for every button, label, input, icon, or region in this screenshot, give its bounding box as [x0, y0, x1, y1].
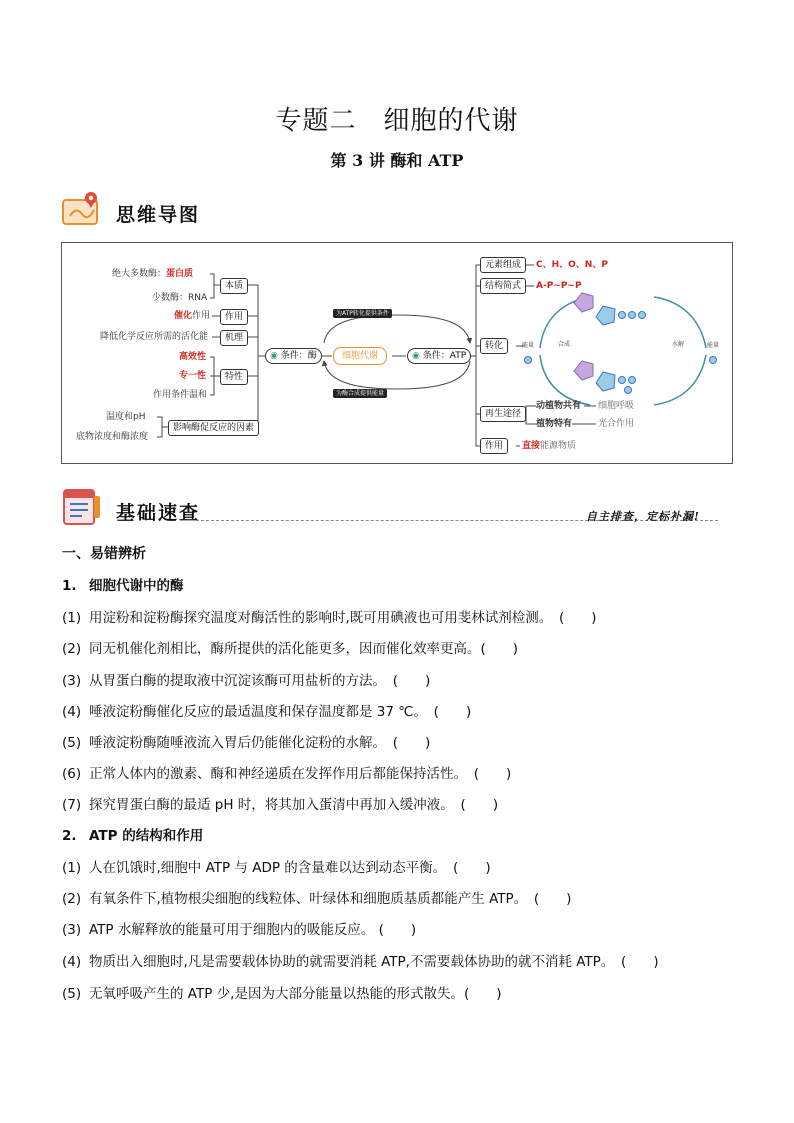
item-number: (3): [62, 673, 82, 689]
mm-node-atp-condition: [407, 348, 471, 364]
question-item: [62, 703, 471, 721]
mm-cuihua-word: 催化: [174, 311, 193, 321]
item-text: 人在饥饿时,细胞中 ATP 与 ADP 的含量难以达到动态平衡。 ( ): [89, 860, 491, 876]
item-text: 同无机催化剂相比，酶所提供的活化能更多，因而催化效率更高。( ): [89, 641, 519, 657]
notebook-icon: [60, 486, 104, 528]
item-text: 唾液淀粉酶催化反应的最适温度和保存温度都是 37 ℃。 ( ): [89, 704, 472, 720]
item-text: 探究胃蛋白酶的最适 pH 时，将其加入蛋清中再加入缓冲液。 ( ): [89, 797, 499, 813]
mm-most-label: 绝大多数酶：: [112, 269, 167, 279]
mm-temp-ph: 温度和pH: [106, 412, 146, 422]
question-item: [62, 796, 498, 814]
mm-node-zhuanhua: 转化: [480, 338, 508, 354]
mm-energy-right: 能量: [707, 342, 720, 349]
group-2-heading: [62, 827, 203, 845]
mm-cuihua: [174, 310, 210, 322]
mm-top-arrow-label: 为ATP转化提供条件: [333, 309, 392, 318]
mm-direct-energy: [522, 440, 576, 452]
item-number: (7): [62, 797, 82, 813]
basic-slogan: 自主排查，定标补漏!: [586, 510, 700, 523]
mm-most-enzymes: [112, 268, 193, 280]
mm-node-texing: 特性: [220, 369, 248, 385]
basic-header: 基础速查: [116, 502, 201, 524]
atp-molecule-icon: [574, 293, 646, 325]
mm-node-zuoyong-right: 作用: [480, 438, 508, 454]
adp-molecule-icon: [574, 361, 636, 394]
item-number: (2): [62, 891, 82, 907]
item-text: 正常人体内的激素、酶和神经递质在发挥作用后都能保持活性。 ( ): [89, 766, 512, 782]
item-number: (5): [62, 735, 82, 751]
item-number: (1): [62, 860, 82, 876]
mindmap-header: 思维导图: [116, 204, 201, 226]
item-number: (4): [62, 954, 82, 970]
mm-yuansu-val: C、H、O、N、P: [536, 260, 608, 270]
mm-shuijie: 水解: [672, 341, 685, 348]
question-item: [62, 985, 501, 1003]
group-2-title: ATP 的结构和作用: [89, 828, 204, 844]
location-pin-icon: ◉: [270, 351, 278, 361]
mm-jili-desc: 降低化学反应所需的活化能: [100, 332, 209, 342]
group-1-number: 1.: [62, 578, 77, 594]
location-pin-icon: ◉: [412, 351, 420, 361]
item-number: (4): [62, 704, 82, 720]
mm-node-enzyme-condition: [265, 348, 322, 364]
mm-enzyme-condition-label: 条件：酶: [280, 351, 317, 361]
mm-few-enzymes: 少数酶：RNA: [152, 293, 208, 303]
mm-gaoxiao: 高效性: [179, 352, 207, 362]
mm-guanghe: 光合作用: [598, 419, 635, 429]
mm-most-value: 蛋白质: [166, 269, 194, 279]
question-item: [62, 953, 659, 971]
question-item: [62, 921, 416, 939]
mm-node-jiegou: 结构简式: [480, 278, 526, 294]
question-item: [62, 859, 491, 877]
question-item: [62, 765, 511, 783]
mm-node-metabolism: 细胞代谢: [333, 347, 387, 365]
mm-hecheng: 合成: [558, 341, 571, 348]
lesson-subtitle: 第 3 讲 酶和 ATP: [330, 151, 464, 170]
item-text: 无氧呼吸产生的 ATP 少,是因为大部分能量以热能的形式散失。( ): [89, 986, 502, 1002]
mm-zhijie: 直接: [522, 441, 541, 451]
group-2-number: 2.: [62, 828, 77, 844]
item-number: (3): [62, 922, 82, 938]
question-item: [62, 672, 430, 690]
item-number: (1): [62, 610, 82, 626]
mm-atp-condition-label: 条件：ATP: [422, 351, 467, 361]
item-text: 从胃蛋白酶的提取液中沉淀该酶可用盐析的方法。 ( ): [89, 673, 431, 689]
mm-nengyuan: 能源物质: [540, 441, 577, 451]
mm-dongzhi: 动植物共有: [536, 401, 582, 411]
item-text: 唾液淀粉酶随唾液流入胃后仍能催化淀粉的水解。 ( ): [89, 735, 431, 751]
mm-node-yuansu: 元素组成: [480, 257, 526, 273]
mm-cuihua-suffix: 作用: [192, 311, 211, 321]
item-number: (6): [62, 766, 82, 782]
mm-node-benzhi: 本质: [220, 278, 248, 294]
mm-node-zuoyong: 作用: [220, 309, 248, 325]
mm-node-yingxiang: 影响酶促反应的因素: [168, 420, 259, 436]
item-number: (5): [62, 986, 82, 1002]
item-text: 物质出入细胞时,凡是需要载体协助的就需要消耗 ATP,不需要载体协助的就不消耗 ATP。 ( ): [89, 954, 659, 970]
question-item: [62, 609, 597, 627]
mm-xibao: 细胞呼吸: [598, 401, 635, 411]
mm-conc: 底物浓度和酶浓度: [76, 432, 149, 442]
item-text: 有氧条件下,植物根尖细胞的线粒体、叶绿体和细胞质基质都能产生 ATP。 ( ): [89, 891, 572, 907]
item-text: ATP 水解释放的能量可用于细胞内的吸能反应。 ( ): [89, 922, 417, 938]
mm-energy-left: 能量: [522, 342, 535, 349]
item-number: (2): [62, 641, 82, 657]
mm-node-zaisheng: 再生途径: [480, 406, 526, 422]
group-1-title: 细胞代谢中的酶: [89, 578, 184, 594]
mm-bottom-arrow-label: 为酶合成提供能量: [333, 389, 387, 398]
section-heading: 一、易错辨析: [62, 546, 146, 562]
page-title: 专题二 细胞的代谢: [275, 106, 519, 136]
map-icon: [60, 190, 104, 228]
group-1-heading: [62, 577, 184, 595]
mm-zhuanyi: 专一性: [179, 371, 207, 381]
item-text: 用淀粉和淀粉酶探究温度对酶活性的影响时,既可用碘液也可用斐林试剂检测。 ( ): [89, 610, 597, 626]
question-item: [62, 640, 518, 658]
question-item: [62, 734, 430, 752]
mm-node-jili: 机理: [220, 330, 248, 346]
mm-wenhe: 作用条件温和: [153, 390, 208, 400]
mind-map: [61, 242, 733, 464]
mm-jiegou-val: A-P~P~P: [536, 281, 582, 291]
question-item: [62, 890, 571, 908]
mm-zhiwu: 植物特有: [536, 419, 573, 429]
